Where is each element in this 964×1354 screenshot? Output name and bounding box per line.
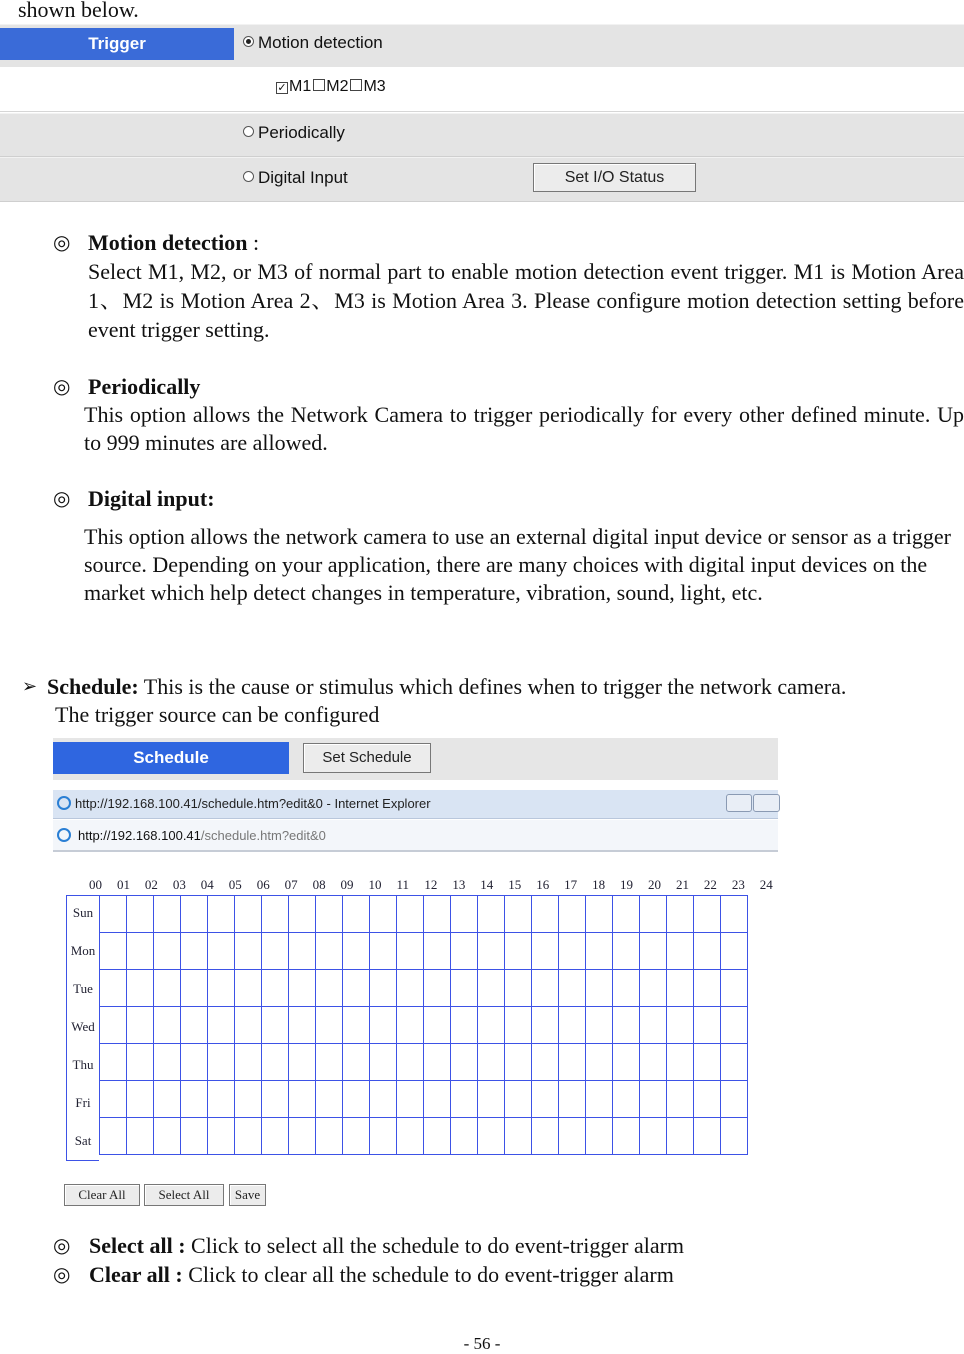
select-all-body: Click to select all the schedule to do event-trigger alarm <box>185 1233 685 1258</box>
clear-all-bullet: ◎ <box>53 1264 71 1286</box>
schedule-cell[interactable] <box>586 1007 613 1044</box>
hour-label: 04 <box>200 877 214 892</box>
schedule-cell[interactable] <box>451 933 478 970</box>
ie-address-bar[interactable] <box>53 820 778 852</box>
schedule-cell[interactable] <box>343 933 370 970</box>
schedule-cell[interactable] <box>640 1081 667 1118</box>
day-label: Wed <box>71 1019 95 1034</box>
schedule-cell[interactable] <box>478 896 505 933</box>
schedule-cell[interactable] <box>262 1044 289 1081</box>
motion-title: Motion detection <box>88 230 248 255</box>
digital-body: This option allows the network camera to use an external digital input device or sensor as a trigger source. Depending on your application, there are many choices with digital input devices on the market which help detect changes in temperature, vibration, sound, light, etc. <box>84 524 951 605</box>
schedule-cell[interactable] <box>397 1118 424 1155</box>
schedule-cell[interactable] <box>667 1007 694 1044</box>
clear-all-title: Clear all : <box>89 1262 183 1287</box>
schedule-cell[interactable] <box>505 896 532 933</box>
schedule-cell[interactable] <box>613 1007 640 1044</box>
schedule-cell[interactable] <box>721 1081 748 1118</box>
schedule-cell[interactable] <box>262 933 289 970</box>
schedule-cell[interactable] <box>289 1118 316 1155</box>
hour-label: 20 <box>648 877 661 892</box>
schedule-cell[interactable] <box>100 1044 127 1081</box>
digital-bullet: ◎ <box>53 488 71 510</box>
schedule-cell[interactable] <box>100 1007 127 1044</box>
schedule-cell[interactable] <box>478 1118 505 1155</box>
schedule-cell[interactable] <box>640 933 667 970</box>
schedule-cell[interactable] <box>505 1081 532 1118</box>
schedule-arrow: ➢ <box>22 676 38 696</box>
schedule-cell[interactable] <box>586 970 613 1007</box>
schedule-cell[interactable] <box>505 1118 532 1155</box>
schedule-cell[interactable] <box>316 1118 343 1155</box>
schedule-cell[interactable] <box>370 1044 397 1081</box>
schedule-cell[interactable] <box>262 1007 289 1044</box>
schedule-cell[interactable] <box>640 896 667 933</box>
periodic-title: Periodically <box>88 374 201 399</box>
schedule-cell[interactable] <box>262 1081 289 1118</box>
schedule-cell[interactable] <box>667 1118 694 1155</box>
schedule-cell[interactable] <box>343 896 370 933</box>
select-all-title: Select all : <box>89 1233 186 1258</box>
schedule-cell[interactable] <box>289 896 316 933</box>
schedule-cell[interactable] <box>667 896 694 933</box>
schedule-cell[interactable] <box>559 1044 586 1081</box>
hour-label: 05 <box>228 877 242 892</box>
schedule-cell[interactable] <box>640 1118 667 1155</box>
schedule-cell[interactable] <box>613 896 640 933</box>
day-label: Sun <box>72 905 94 920</box>
schedule-cell[interactable] <box>424 1044 451 1081</box>
m3-label: M3 <box>363 78 386 95</box>
hour-label: 14 <box>480 877 494 892</box>
ie-title-bar <box>53 790 778 819</box>
periodic-option[interactable] <box>243 123 345 143</box>
schedule-cell[interactable] <box>289 970 316 1007</box>
hour-label: 02 <box>144 877 158 892</box>
schedule-cell[interactable] <box>451 1081 478 1118</box>
schedule-cell[interactable] <box>127 1081 154 1118</box>
schedule-cell[interactable] <box>100 1081 127 1118</box>
schedule-cell[interactable] <box>370 1118 397 1155</box>
schedule-cell[interactable] <box>316 970 343 1007</box>
hour-label: 16 <box>536 877 550 892</box>
schedule-cell[interactable] <box>424 1081 451 1118</box>
schedule-cell[interactable] <box>343 1007 370 1044</box>
periodic-bullet: ◎ <box>53 376 71 398</box>
schedule-cell[interactable] <box>397 1044 424 1081</box>
schedule-cell[interactable] <box>505 1007 532 1044</box>
motion-option[interactable] <box>243 33 383 53</box>
hour-label: 15 <box>508 877 522 892</box>
schedule-screenshot <box>53 738 778 1210</box>
schedule-cell[interactable] <box>613 970 640 1007</box>
schedule-grid-row <box>100 1081 748 1118</box>
schedule-cell[interactable] <box>586 896 613 933</box>
address-host: http://192.168.100.41 <box>78 828 201 843</box>
schedule-grid-row <box>100 1044 748 1081</box>
schedule-cell[interactable] <box>586 933 613 970</box>
schedule-cell[interactable] <box>424 933 451 970</box>
schedule-cell[interactable] <box>235 1118 262 1155</box>
periodic-option-label: Periodically <box>258 123 345 142</box>
schedule-cell[interactable] <box>343 1044 370 1081</box>
schedule-cell[interactable] <box>154 896 181 933</box>
schedule-line <box>47 673 846 701</box>
motion-heading <box>88 229 259 257</box>
schedule-cell[interactable] <box>262 896 289 933</box>
schedule-cell[interactable] <box>586 1081 613 1118</box>
schedule-cell[interactable] <box>613 1118 640 1155</box>
schedule-cell[interactable] <box>478 1081 505 1118</box>
schedule-cell[interactable] <box>208 970 235 1007</box>
set-schedule-button[interactable]: Set Schedule <box>303 743 431 773</box>
hour-label: 11 <box>396 877 409 892</box>
schedule-cell[interactable] <box>208 1118 235 1155</box>
schedule-cell[interactable] <box>694 1007 721 1044</box>
schedule-cell[interactable] <box>181 970 208 1007</box>
schedule-cell[interactable] <box>208 933 235 970</box>
hour-label: 21 <box>675 877 689 892</box>
schedule-cell[interactable] <box>532 933 559 970</box>
schedule-text1: This is the cause or stimulus which defines when to trigger the network camera. <box>138 674 847 699</box>
schedule-cell[interactable] <box>208 1081 235 1118</box>
ie-window-title: http://192.168.100.41/schedule.htm?edit&0 - Internet Explorer <box>75 796 431 811</box>
schedule-cell[interactable] <box>532 1081 559 1118</box>
schedule-cell[interactable] <box>532 896 559 933</box>
schedule-label: Schedule: <box>47 674 139 699</box>
schedule-cell[interactable] <box>505 970 532 1007</box>
schedule-cell[interactable] <box>559 970 586 1007</box>
hour-label: 06 <box>256 877 270 892</box>
schedule-cell[interactable] <box>424 970 451 1007</box>
schedule-grid-row <box>100 933 748 970</box>
schedule-text2: The trigger source can be configured <box>55 702 380 727</box>
schedule-cell[interactable] <box>667 1081 694 1118</box>
ie-logo-icon <box>57 796 71 810</box>
schedule-cell[interactable] <box>532 1007 559 1044</box>
schedule-cell[interactable] <box>154 1007 181 1044</box>
schedule-cell[interactable] <box>370 1081 397 1118</box>
schedule-cell[interactable] <box>505 933 532 970</box>
schedule-grid-row <box>100 970 748 1007</box>
digital-title: Digital input: <box>88 486 215 511</box>
schedule-cell[interactable] <box>397 1081 424 1118</box>
schedule-grid-row <box>100 1007 748 1044</box>
schedule-cell[interactable] <box>154 933 181 970</box>
schedule-cell[interactable] <box>721 933 748 970</box>
schedule-cell[interactable] <box>208 1007 235 1044</box>
schedule-cell[interactable] <box>370 1007 397 1044</box>
schedule-cell[interactable] <box>694 896 721 933</box>
schedule-cell[interactable] <box>154 1081 181 1118</box>
m3-checkbox[interactable] <box>350 79 362 91</box>
schedule-cell[interactable] <box>181 896 208 933</box>
trigger-row-digital <box>0 157 964 202</box>
maximize-button[interactable] <box>753 794 780 812</box>
schedule-cell[interactable] <box>370 933 397 970</box>
schedule-cell[interactable] <box>289 1007 316 1044</box>
schedule-cell[interactable] <box>721 896 748 933</box>
schedule-cell[interactable] <box>424 896 451 933</box>
schedule-cell[interactable] <box>100 896 127 933</box>
schedule-cell[interactable] <box>559 1081 586 1118</box>
address-url <box>78 828 326 843</box>
schedule-cell[interactable] <box>694 1118 721 1155</box>
intro-text: shown below. <box>18 0 139 22</box>
schedule-cell[interactable] <box>154 970 181 1007</box>
schedule-cell[interactable] <box>532 1044 559 1081</box>
hour-label: 22 <box>703 877 717 892</box>
hour-label: 00 <box>89 877 102 892</box>
day-label: Fri <box>75 1095 91 1110</box>
hour-labels <box>53 877 778 895</box>
schedule-cell[interactable] <box>181 1044 208 1081</box>
schedule-cell[interactable] <box>370 970 397 1007</box>
schedule-cell[interactable] <box>532 970 559 1007</box>
address-ie-icon <box>57 828 71 842</box>
schedule-cell[interactable] <box>532 1118 559 1155</box>
schedule-cell[interactable] <box>181 1081 208 1118</box>
schedule-cell[interactable] <box>154 1044 181 1081</box>
select-all-bullet: ◎ <box>53 1235 71 1257</box>
schedule-cell[interactable] <box>343 1081 370 1118</box>
day-label: Mon <box>70 943 96 958</box>
schedule-cell[interactable] <box>235 1044 262 1081</box>
hour-label: 13 <box>452 877 466 892</box>
hour-label: 12 <box>424 877 438 892</box>
schedule-cell[interactable] <box>667 970 694 1007</box>
schedule-cell[interactable] <box>127 970 154 1007</box>
minimize-button[interactable] <box>726 794 752 812</box>
hour-label: 24 <box>759 877 773 892</box>
m2-checkbox[interactable] <box>313 79 325 91</box>
schedule-cell[interactable] <box>127 1118 154 1155</box>
hour-label: 23 <box>731 877 745 892</box>
schedule-cell[interactable] <box>694 1081 721 1118</box>
hour-label: 03 <box>172 877 186 892</box>
schedule-cell[interactable] <box>100 1118 127 1155</box>
schedule-cell[interactable] <box>316 1044 343 1081</box>
day-label: Thu <box>72 1057 94 1072</box>
schedule-cell[interactable] <box>289 1044 316 1081</box>
schedule-cell[interactable] <box>424 1007 451 1044</box>
schedule-cell[interactable] <box>559 896 586 933</box>
schedule-cell[interactable] <box>262 970 289 1007</box>
motion-option-label: Motion detection <box>258 33 383 52</box>
m1-label: M1 <box>289 78 312 95</box>
hour-label: 17 <box>564 877 578 892</box>
select-all-desc <box>89 1232 684 1260</box>
page-number: - 56 - <box>463 1334 501 1353</box>
trigger-row-periodic <box>0 113 964 157</box>
hour-label: 01 <box>116 877 130 892</box>
schedule-cell[interactable] <box>694 933 721 970</box>
schedule-cell[interactable] <box>478 933 505 970</box>
schedule-cell[interactable] <box>451 1118 478 1155</box>
schedule-cell[interactable] <box>478 1044 505 1081</box>
schedule-cell[interactable] <box>721 1118 748 1155</box>
clear-all-button[interactable]: Clear All <box>64 1184 140 1206</box>
hour-label: 18 <box>592 877 606 892</box>
hour-label: 19 <box>620 877 634 892</box>
schedule-cell[interactable] <box>127 1044 154 1081</box>
clear-all-desc <box>89 1261 674 1289</box>
schedule-cell[interactable] <box>235 1007 262 1044</box>
schedule-cell[interactable] <box>424 1118 451 1155</box>
schedule-cell[interactable] <box>316 1081 343 1118</box>
schedule-cell[interactable] <box>721 1044 748 1081</box>
schedule-cell[interactable] <box>667 933 694 970</box>
clear-all-body: Click to clear all the schedule to do event-trigger alarm <box>182 1262 674 1287</box>
hour-label: 08 <box>312 877 326 892</box>
schedule-cell[interactable] <box>451 1007 478 1044</box>
schedule-cell[interactable] <box>559 1118 586 1155</box>
schedule-cell[interactable] <box>478 1007 505 1044</box>
schedule-grid-row <box>100 896 748 933</box>
schedule-cell[interactable] <box>640 1044 667 1081</box>
schedule-cell[interactable] <box>235 933 262 970</box>
schedule-cell[interactable] <box>451 970 478 1007</box>
trigger-header: Trigger <box>0 28 234 60</box>
schedule-cell[interactable] <box>208 1044 235 1081</box>
address-path: /schedule.htm?edit&0 <box>200 828 326 843</box>
m2-label: M2 <box>326 78 349 95</box>
schedule-cell[interactable] <box>100 933 127 970</box>
schedule-cell[interactable] <box>181 1118 208 1155</box>
schedule-cell[interactable] <box>559 1007 586 1044</box>
schedule-grid[interactable] <box>99 895 748 1155</box>
schedule-cell[interactable] <box>127 896 154 933</box>
schedule-cell[interactable] <box>235 1081 262 1118</box>
periodic-body: This option allows the Network Camera to trigger periodically for every other defined minute. Up to 999 minutes are allowed. <box>84 402 964 455</box>
schedule-cell[interactable] <box>235 896 262 933</box>
m1-checkbox[interactable]: ✓ <box>277 82 287 94</box>
schedule-cell[interactable] <box>316 1007 343 1044</box>
schedule-cell[interactable] <box>559 933 586 970</box>
schedule-cell[interactable] <box>640 970 667 1007</box>
save-button[interactable]: Save <box>229 1184 266 1206</box>
schedule-cell[interactable] <box>397 970 424 1007</box>
schedule-cell[interactable] <box>586 1044 613 1081</box>
schedule-cell[interactable] <box>208 896 235 933</box>
schedule-cell[interactable] <box>316 896 343 933</box>
hour-label: 07 <box>284 877 298 892</box>
schedule-cell[interactable] <box>721 970 748 1007</box>
hour-label: 09 <box>340 877 354 892</box>
schedule-cell[interactable] <box>343 970 370 1007</box>
motion-colon: : <box>247 230 260 255</box>
schedule-cell[interactable] <box>397 933 424 970</box>
schedule-cell[interactable] <box>235 970 262 1007</box>
day-label: Sat <box>74 1133 92 1148</box>
schedule-cell[interactable] <box>289 1081 316 1118</box>
set-io-status-button[interactable]: Set I/O Status <box>533 163 696 192</box>
schedule-cell[interactable] <box>100 970 127 1007</box>
schedule-cell[interactable] <box>586 1118 613 1155</box>
periodic-radio[interactable] <box>243 126 254 137</box>
schedule-cell[interactable] <box>640 1007 667 1044</box>
schedule-cell[interactable] <box>181 1007 208 1044</box>
schedule-cell[interactable] <box>613 1044 640 1081</box>
schedule-cell[interactable] <box>154 1118 181 1155</box>
schedule-cell[interactable] <box>262 1118 289 1155</box>
schedule-cell[interactable] <box>451 1044 478 1081</box>
schedule-cell[interactable] <box>127 933 154 970</box>
day-label: Tue <box>73 981 93 996</box>
schedule-cell[interactable] <box>289 933 316 970</box>
motion-radio[interactable] <box>243 36 254 47</box>
schedule-cell[interactable] <box>370 896 397 933</box>
schedule-cell[interactable] <box>613 933 640 970</box>
schedule-cell[interactable] <box>343 1118 370 1155</box>
area-checkboxes <box>276 78 386 96</box>
schedule-cell[interactable] <box>127 1007 154 1044</box>
schedule-cell[interactable] <box>316 933 343 970</box>
schedule-cell[interactable] <box>613 1081 640 1118</box>
schedule-header: Schedule <box>53 742 289 774</box>
schedule-cell[interactable] <box>397 896 424 933</box>
day-labels <box>67 895 99 1161</box>
schedule-grid-row <box>100 1118 748 1155</box>
select-all-button[interactable]: Select All <box>144 1184 224 1206</box>
trigger-row-areas <box>0 67 964 112</box>
schedule-cell[interactable] <box>181 933 208 970</box>
schedule-cell[interactable] <box>694 1044 721 1081</box>
schedule-cell[interactable] <box>505 1044 532 1081</box>
hour-label: 10 <box>368 877 382 892</box>
motion-body: Select M1, M2, or M3 of normal part to enable motion detection event trigger. M1 is Motion Area 1、M2 is Motion Area 2、M3 is Motion Area 3. Please configure motion detection setting before event trigger setting. <box>88 259 964 342</box>
schedule-cell[interactable] <box>478 970 505 1007</box>
digital-option-label: Digital Input <box>258 168 348 187</box>
schedule-cell[interactable] <box>667 1044 694 1081</box>
schedule-cell[interactable] <box>721 1007 748 1044</box>
digital-radio[interactable] <box>243 171 254 182</box>
schedule-cell[interactable] <box>694 970 721 1007</box>
schedule-cell[interactable] <box>397 1007 424 1044</box>
schedule-cell[interactable] <box>451 896 478 933</box>
digital-option[interactable] <box>243 168 348 188</box>
motion-bullet: ◎ <box>53 232 71 254</box>
